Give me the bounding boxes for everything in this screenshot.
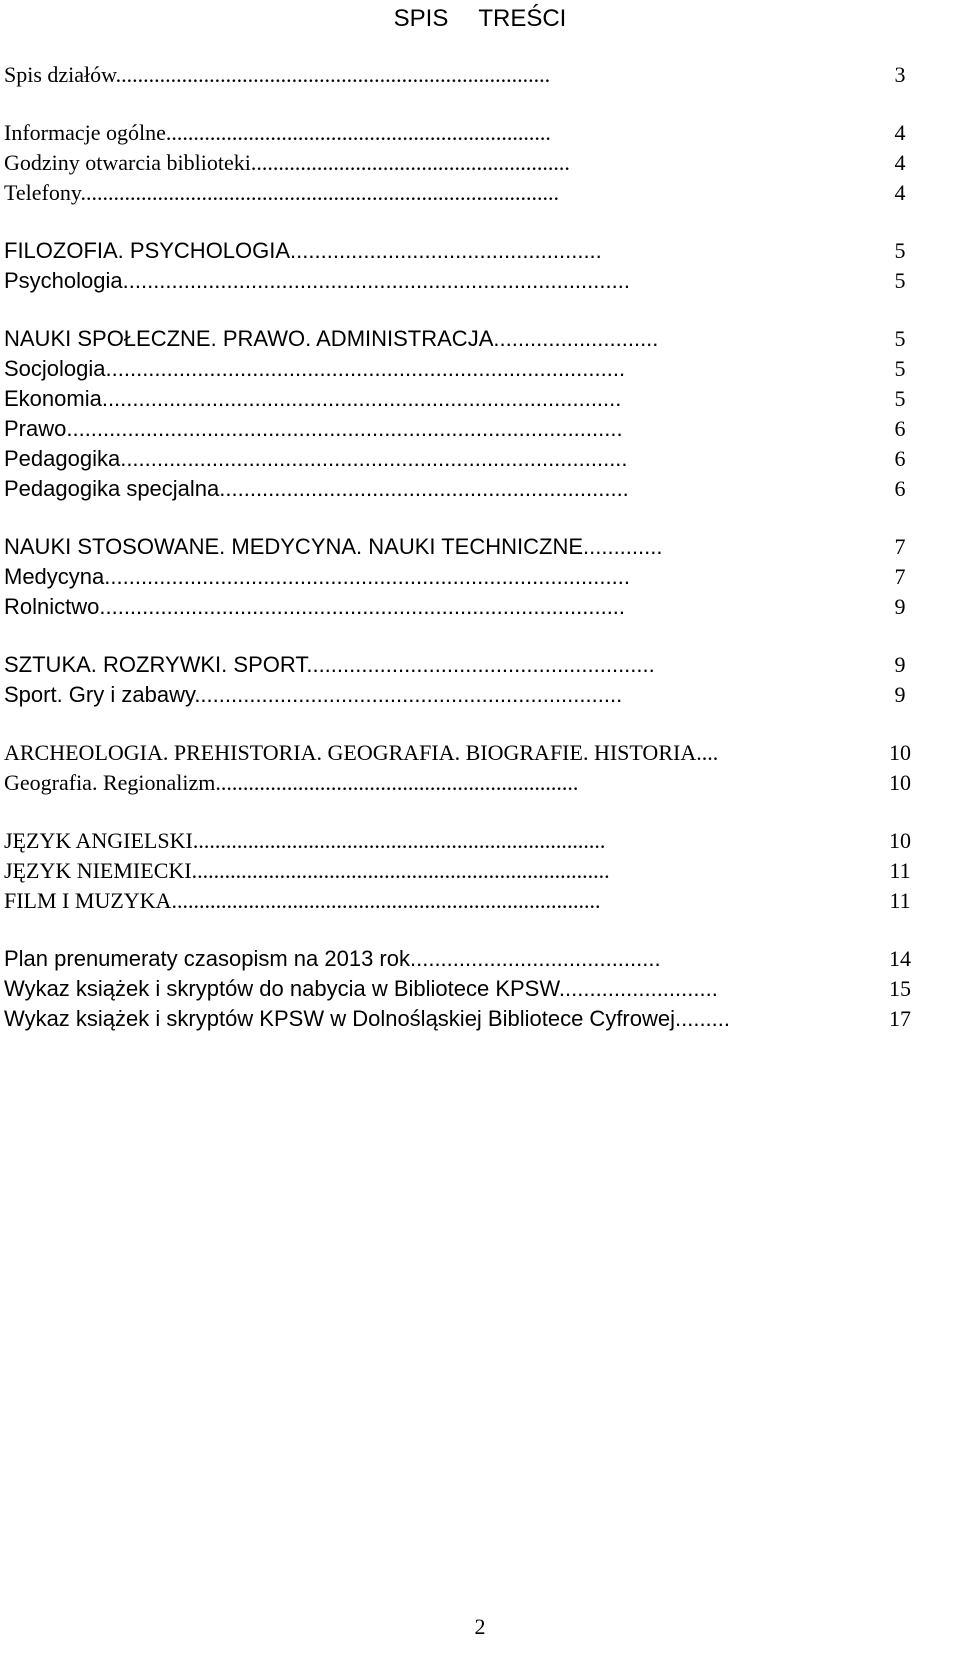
toc-entry[interactable] [0,324,960,354]
toc-section [0,650,960,710]
toc-entry-label: SZTUKA. ROZRYWKI. SPORT......................................................... [4,652,655,677]
toc-entry-label: Sport. Gry i zabawy...................................................................... [4,682,623,707]
toc-entry[interactable] [0,1004,960,1034]
toc-entry-page: 4 [894,120,906,145]
toc-entry[interactable] [0,266,960,296]
table-of-contents [0,60,960,1062]
toc-entry[interactable] [0,384,960,414]
toc-section [0,532,960,622]
toc-entry-page: 5 [894,386,906,411]
toc-entry[interactable] [0,354,960,384]
toc-section [0,236,960,296]
toc-entry-page: 7 [894,534,906,559]
toc-entry[interactable] [0,118,960,148]
toc-entry[interactable] [0,562,960,592]
toc-entry-page: 10 [889,770,911,795]
page-title-word-1: SPIS [393,5,449,32]
toc-entry-label: Pedagogika specjalna................................................................... [4,476,629,501]
toc-entry-page: 9 [894,594,906,619]
toc-entry-label: Socjologia..................................................................................... [4,356,626,381]
toc-entry-page: 4 [894,180,906,205]
toc-entry[interactable] [0,856,960,886]
toc-entry-page: 15 [889,976,911,1001]
toc-entry-page: 5 [894,238,906,263]
page-title [0,4,960,34]
toc-entry[interactable] [0,680,960,710]
toc-entry[interactable] [0,444,960,474]
toc-entry-page: 5 [894,268,906,293]
toc-entry-page: 7 [894,564,906,589]
toc-entry-page: 9 [894,682,906,707]
toc-entry[interactable] [0,178,960,208]
toc-entry[interactable] [0,592,960,622]
toc-entry-page: 11 [889,888,911,913]
toc-entry-page: 6 [894,476,906,501]
toc-entry-label: FILM I MUZYKA.............................................................................. [4,888,601,913]
toc-section [0,324,960,504]
toc-entry-page: 5 [894,356,906,381]
toc-entry-label: Telefony....................................................................................... [4,180,559,205]
toc-entry-label: Prawo........................................................................................... [4,416,623,441]
toc-entry-label: Rolnictwo...................................................................................... [4,594,626,619]
toc-entry-page: 17 [889,1006,911,1031]
toc-entry-label: FILOZOFIA. PSYCHOLOGIA................................................... [4,238,602,263]
toc-entry-page: 10 [889,740,911,765]
toc-entry-label: Spis działów............................................................................... [4,62,551,87]
toc-entry-page: 3 [894,62,906,87]
toc-entry-label: Geografia. Regionalizm.................................................................. [4,770,579,795]
toc-entry-page: 11 [889,858,911,883]
toc-entry-label: Medycyna...................................................................................... [4,564,630,589]
toc-entry-page: 5 [894,326,906,351]
toc-entry[interactable] [0,974,960,1004]
toc-entry[interactable] [0,532,960,562]
page-title-word-2: TREŚCI [478,5,567,32]
toc-entry-label: Informacje ogólne...................................................................... [4,120,551,145]
toc-entry[interactable] [0,474,960,504]
toc-entry[interactable] [0,944,960,974]
toc-entry-label: Psychologia................................................................................... [4,268,630,293]
toc-section [0,738,960,798]
toc-entry-label: Ekonomia..................................................................................... [4,386,622,411]
toc-entry-label: Pedagogika................................................................................... [4,446,628,471]
toc-entry[interactable] [0,414,960,444]
toc-entry-label: ARCHEOLOGIA. PREHISTORIA. GEOGRAFIA. BIOGRAFIE. HISTORIA.... [4,740,719,765]
toc-entry[interactable] [0,768,960,798]
toc-entry-page: 6 [894,416,906,441]
toc-entry[interactable] [0,148,960,178]
toc-section [0,60,960,90]
toc-entry-label: NAUKI SPOŁECZNE. PRAWO. ADMINISTRACJA........................... [4,326,659,351]
toc-entry-label: Wykaz książek i skryptów do nabycia w Bibliotece KPSW.......................... [4,976,718,1001]
toc-entry-page: 10 [889,828,911,853]
toc-entry[interactable] [0,236,960,266]
toc-entry[interactable] [0,738,960,768]
toc-section [0,118,960,208]
toc-entry-label: JĘZYK NIEMIECKI............................................................................ [4,858,610,883]
toc-section [0,826,960,916]
toc-entry-label: JĘZYK ANGIELSKI........................................................................... [4,828,606,853]
toc-entry-page: 4 [894,150,906,175]
page-number: 2 [474,1614,486,1639]
toc-entry[interactable] [0,60,960,90]
toc-entry-label: NAUKI STOSOWANE. MEDYCYNA. NAUKI TECHNICZNE............. [4,534,663,559]
toc-entry-page: 14 [889,946,911,971]
toc-entry-label: Wykaz książek i skryptów KPSW w Dolnośląskiej Bibliotece Cyfrowej......... [4,1006,731,1031]
toc-entry[interactable] [0,650,960,680]
toc-entry-page: 9 [894,652,906,677]
toc-entry-label: Plan prenumeraty czasopism na 2013 rok......................................... [4,946,661,971]
toc-entry-label: Godziny otwarcia biblioteki.......................................................... [4,150,570,175]
toc-entry-page: 6 [894,446,906,471]
toc-section [0,944,960,1034]
toc-entry[interactable] [0,826,960,856]
toc-entry[interactable] [0,886,960,916]
